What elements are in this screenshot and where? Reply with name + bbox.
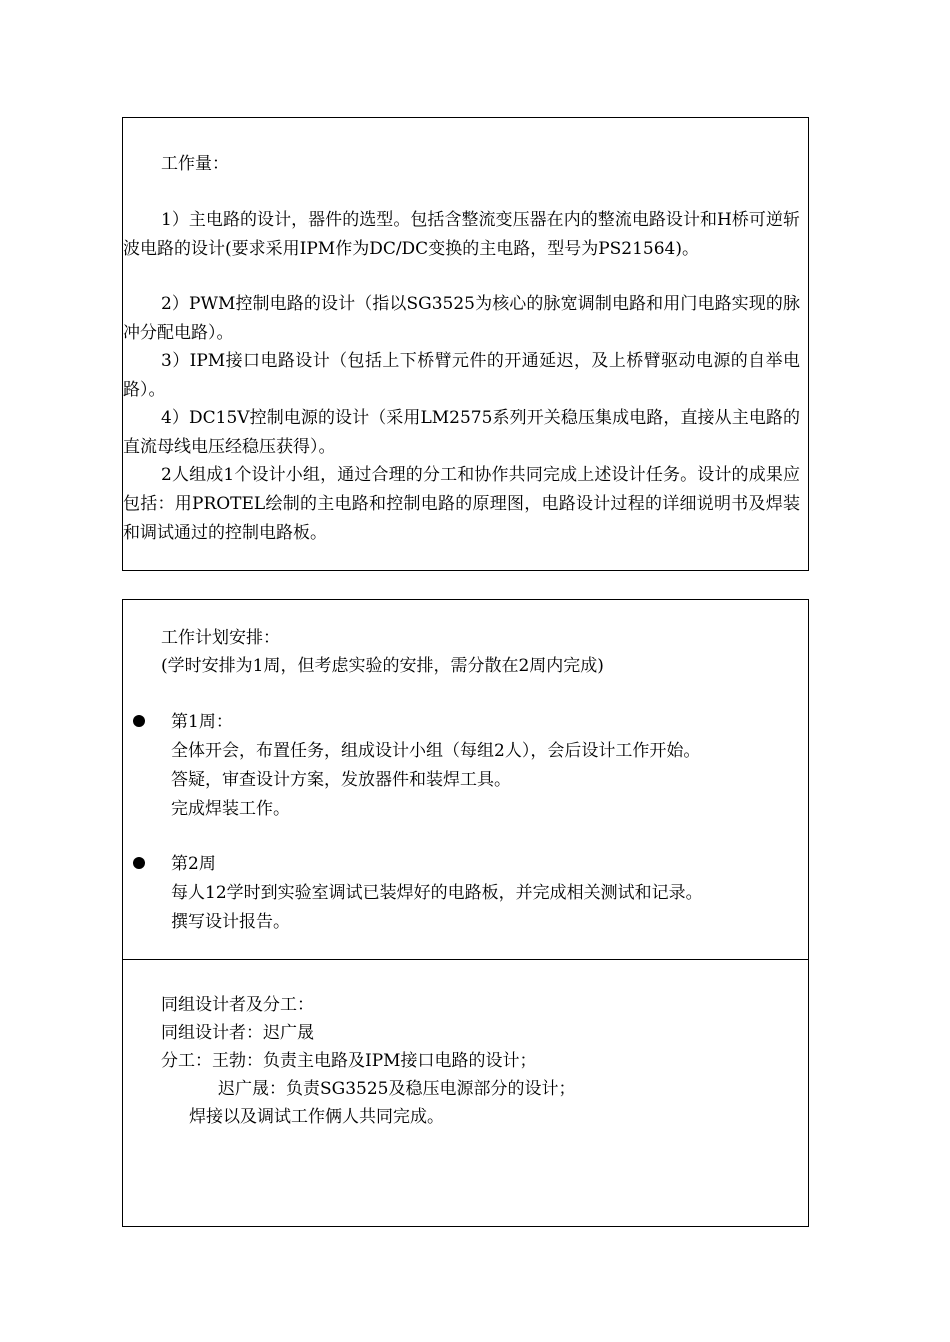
schedule-heading: 工作计划安排： [161, 628, 280, 648]
workload-summary: 2人组成1个设计小组，通过合理的分工和协作共同完成上述设计任务。设计的成果应包括：用PROTEL绘制的主电路和控制电路的原理图，电路设计过程的详细说明书及焊装和调试通过的控制电路板。 [123, 465, 800, 543]
workload-item-4: 4）DC15V控制电源的设计（采用LM2575系列开关稳压集成电路，直接从主电路的直流母线电压经稳压获得）。 [123, 408, 800, 457]
section-divider [123, 959, 808, 960]
team-heading: 同组设计者及分工： [161, 995, 314, 1015]
team-member: 同组设计者：迟广晟 [161, 1023, 314, 1043]
workload-item-2: 2）PWM控制电路的设计（指以SG3525为核心的脉宽调制电路和用门电路实现的脉冲分配电路）。 [123, 294, 800, 343]
workload-heading: 工作量： [161, 154, 229, 174]
team-shared-work: 焊接以及调试工作俩人共同完成。 [189, 1107, 444, 1127]
week1-line-3: 完成焊装工作。 [171, 799, 290, 819]
week2-title: 第2周 [171, 854, 216, 874]
team-division-2: 迟广晟：负责SG3525及稳压电源部分的设计； [218, 1079, 576, 1099]
bullet-icon [133, 857, 145, 869]
workload-section [122, 117, 809, 571]
workload-item-3: 3）IPM接口电路设计（包括上下桥臂元件的开通延迟，及上桥臂驱动电源的自举电路）。 [123, 351, 800, 400]
week1-title: 第1周： [171, 712, 233, 732]
week1-line-1: 全体开会，布置任务，组成设计小组（每组2人），会后设计工作开始。 [171, 741, 701, 761]
schedule-note: (学时安排为1周，但考虑实验的安排，需分散在2周内完成) [161, 656, 604, 676]
week1-line-2: 答疑，审查设计方案，发放器件和装焊工具。 [171, 770, 511, 790]
team-division-1: 分工：王勃：负责主电路及IPM接口电路的设计； [161, 1051, 537, 1071]
week2-line-2: 撰写设计报告。 [171, 912, 290, 932]
schedule-section [122, 599, 809, 1227]
workload-item-1: 1）主电路的设计，器件的选型。包括含整流变压器在内的整流电路设计和H桥可逆斩波电路的设计(要求采用IPM作为DC/DC变换的主电路，型号为PS21564)。 [123, 210, 800, 259]
bullet-icon [133, 715, 145, 727]
week2-line-1: 每人12学时到实验室调试已装焊好的电路板，并完成相关测试和记录。 [171, 883, 703, 903]
